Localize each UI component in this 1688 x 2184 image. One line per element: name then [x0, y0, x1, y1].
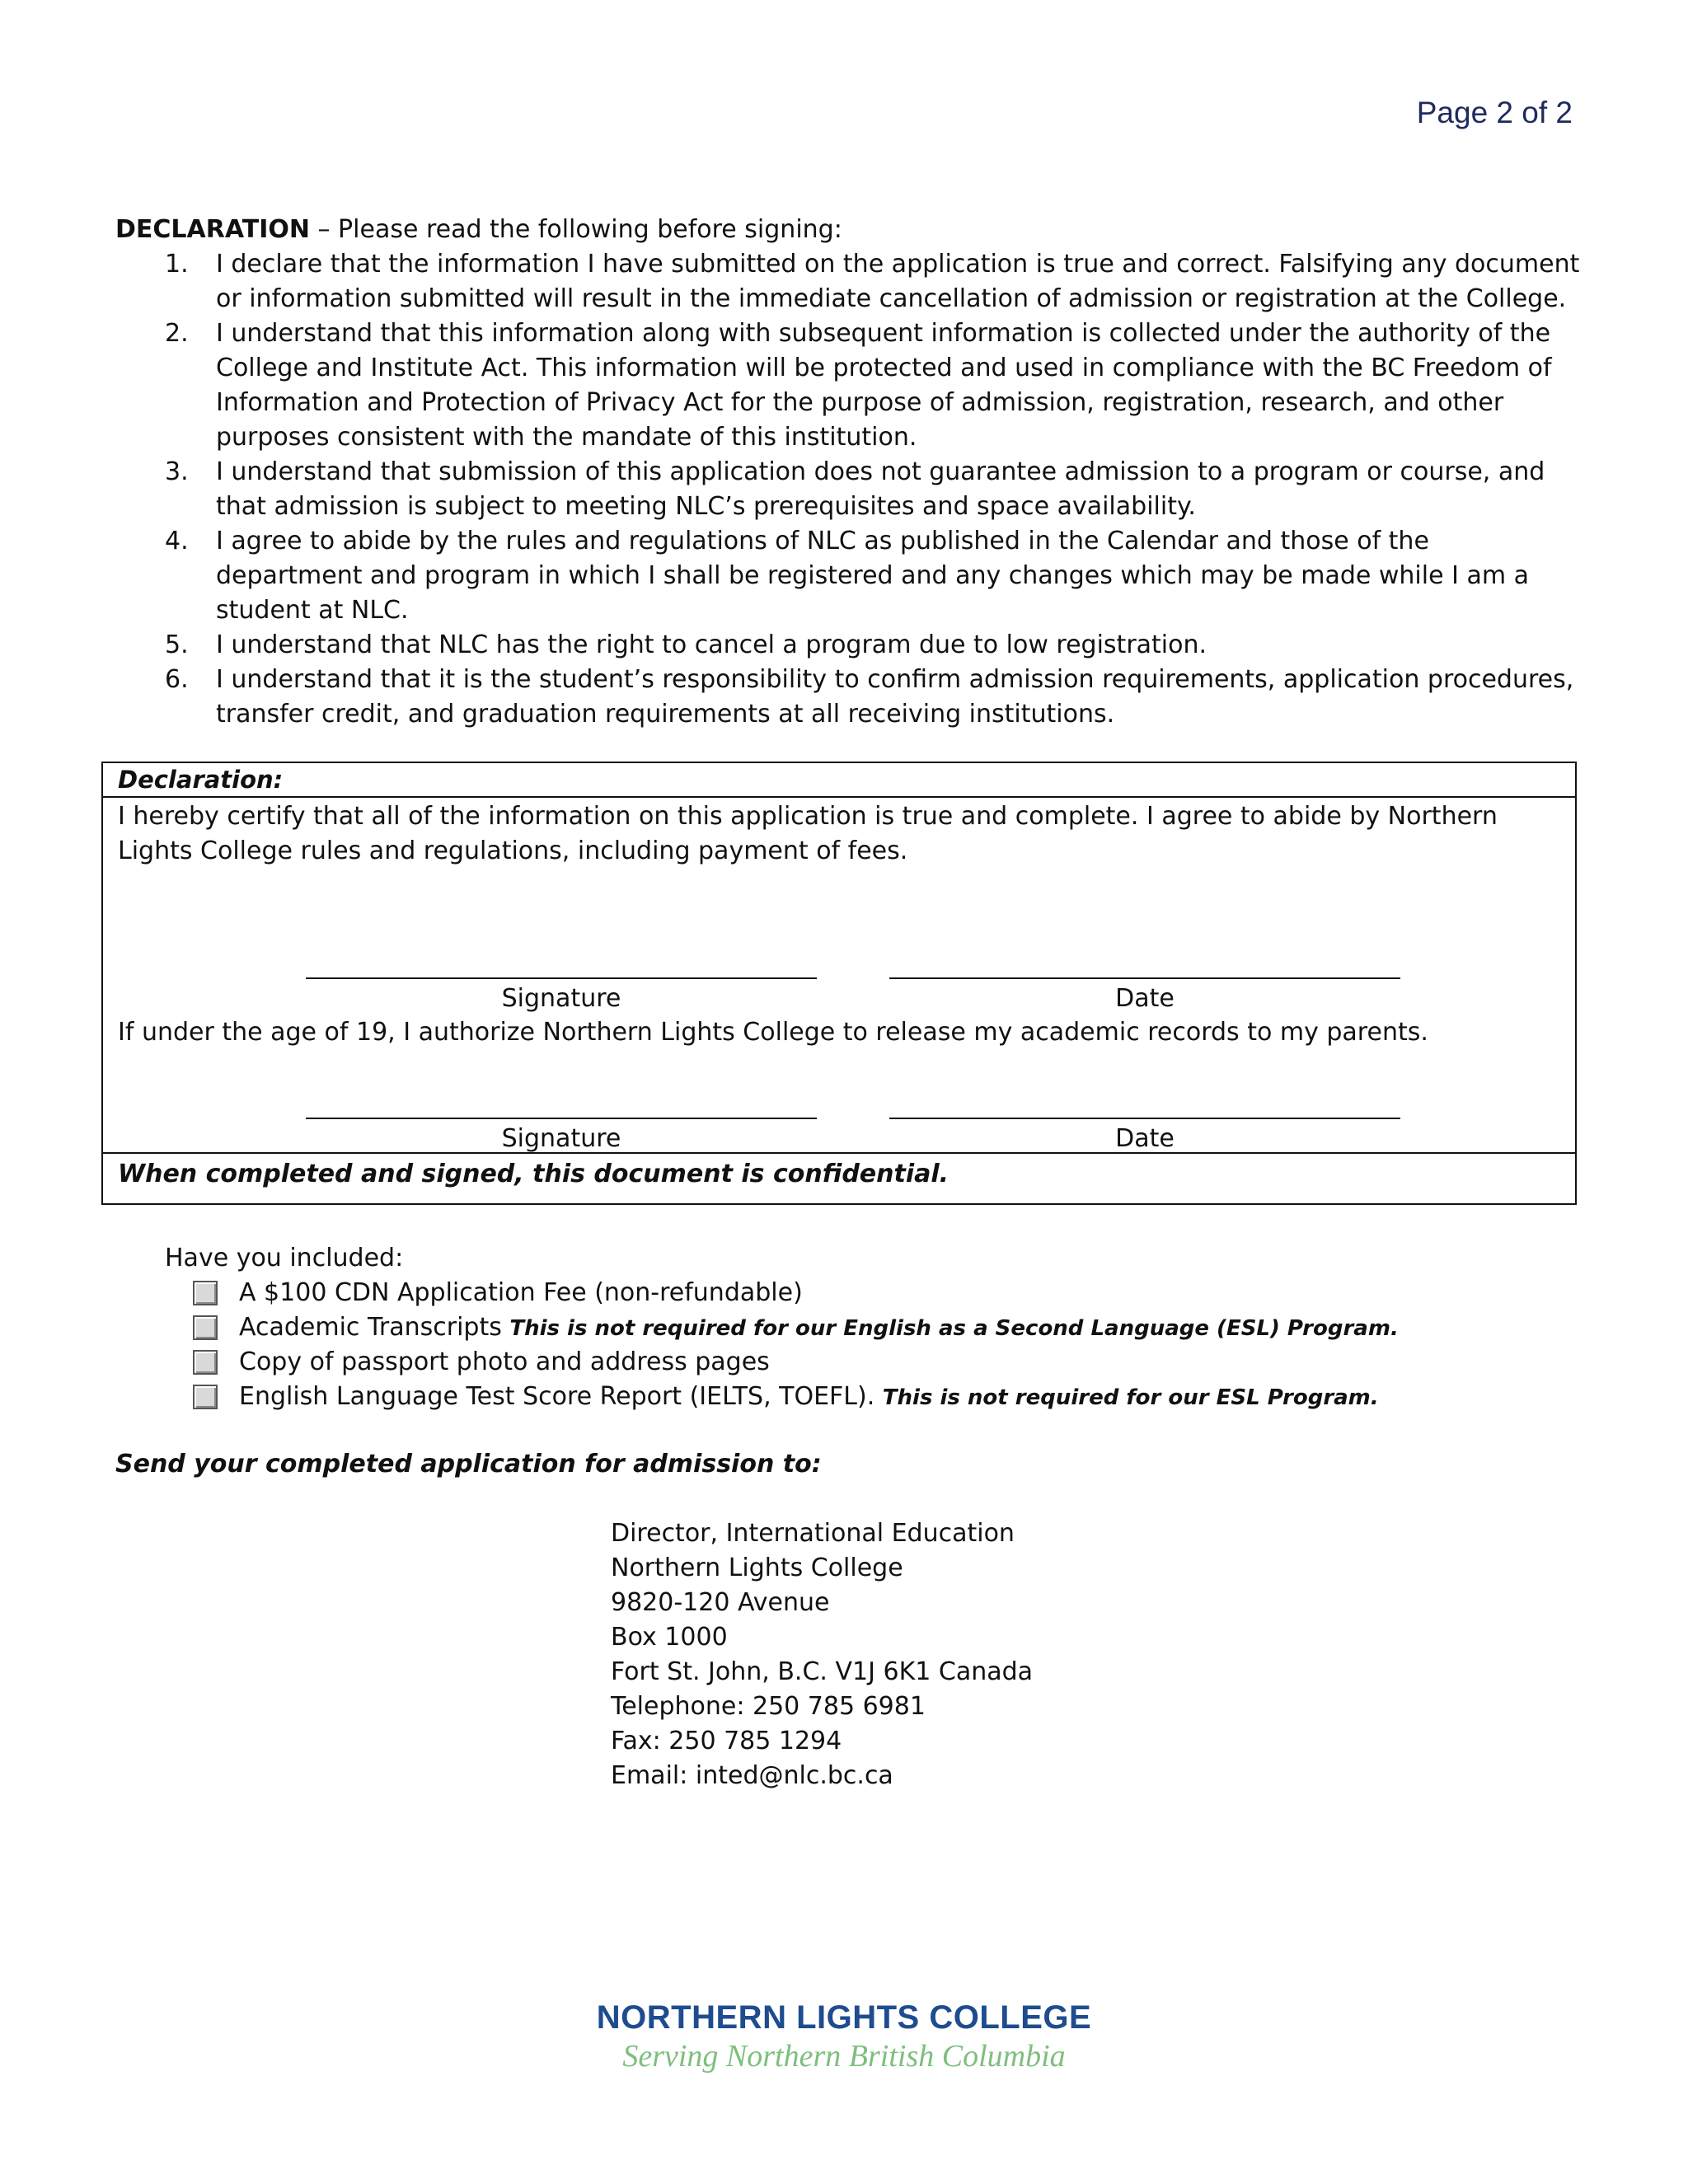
item-number: 1. [165, 250, 189, 279]
checklist-item-transcripts [165, 1310, 1399, 1345]
checklist-item-fee [165, 1276, 1399, 1310]
send-to-heading: Send your completed application for admission to: [115, 1450, 822, 1479]
date-label-2: Date [1115, 1124, 1175, 1153]
item-number: 5. [165, 630, 189, 659]
checkbox-transcripts[interactable] [193, 1315, 218, 1340]
item-number: 2. [165, 319, 189, 348]
mailing-address [611, 1516, 1033, 1793]
item-text: I declare that the information I have submitted on the application is true and correct. Falsifying any document or information submitted will result in the immediate cancellation of admission or registration at the College. [216, 250, 1580, 313]
declaration-box-title: Declaration: [103, 763, 1575, 798]
address-line: Northern Lights College [611, 1554, 903, 1582]
item-text: I understand that it is the student’s responsibility to confirm admission requirements, application procedures, transfer credit, and graduation requirements at all receiving institutions. [216, 665, 1574, 729]
declaration-item [165, 628, 1582, 663]
checkbox-english-test[interactable] [193, 1385, 218, 1409]
item-text: I understand that this information along with subsequent information is collected under the authority of the College and Institute Act. This information will be protected and used in compliance with the BC Freedom of Information and Protection of Privacy Act for the purpose of admission, registration, research, and other purposes consistent with the mandate of this institution. [216, 319, 1552, 452]
signature-label-2: Signature [501, 1124, 621, 1153]
declaration-item [165, 524, 1582, 628]
checklist-label: Academic Transcripts [239, 1313, 510, 1342]
checklist-heading: Have you included: [165, 1244, 404, 1272]
declaration-item [165, 316, 1582, 455]
checklist-item-passport [165, 1345, 1399, 1380]
item-text: I understand that submission of this application does not guarantee admission to a program or course, and that admission is subject to meeting NLC’s prerequisites and space availability. [216, 457, 1545, 521]
item-number: 3. [165, 457, 189, 486]
checklist-label: English Language Test Score Report (IELTS, TOEFL). [239, 1382, 883, 1411]
date-line-2[interactable] [889, 1118, 1400, 1119]
declaration-item [165, 455, 1582, 524]
declaration-item [165, 663, 1582, 732]
address-line: Box 1000 [611, 1623, 728, 1652]
checklist-item-english-test [165, 1380, 1399, 1414]
date-label-1: Date [1115, 984, 1175, 1013]
item-text: I agree to abide by the rules and regulations of NLC as published in the Calendar and those of the department and program in which I shall be registered and any changes which may be made while I am a student at NLC. [216, 527, 1529, 625]
declaration-list [165, 247, 1582, 732]
declaration-item [165, 247, 1582, 316]
checklist-note: This is not required for our English as a Second Language (ESL) Program. [509, 1316, 1399, 1341]
logo-name: NORTHERN LIGHTS COLLEGE [596, 1999, 1092, 2036]
date-line-1[interactable] [889, 977, 1400, 979]
checklist-label: Copy of passport photo and address pages [239, 1347, 770, 1376]
page-number: Page 2 of 2 [1416, 96, 1573, 129]
address-line: Telephone: 250 785 6981 [611, 1692, 926, 1721]
checkbox-fee[interactable] [193, 1281, 218, 1305]
college-logo [0, 1999, 1688, 2074]
signature-label-1: Signature [501, 984, 621, 1013]
declaration-heading: DECLARATION [115, 215, 310, 244]
checklist-label: A $100 CDN Application Fee (non-refundable) [239, 1278, 803, 1307]
confidential-note: When completed and signed, this document is confidential. [103, 1152, 1575, 1203]
logo-tagline: Serving Northern British Columbia [622, 2039, 1066, 2074]
signature-line-2[interactable] [306, 1118, 817, 1119]
certify-text: I hereby certify that all of the information on this application is true and complete. I agree to abide by Northern Lights College rules and regulations, including payment of fees. [118, 802, 1498, 865]
declaration-instruction: – Please read the following before signing: [309, 215, 842, 244]
address-line: Fax: 250 785 1294 [611, 1727, 842, 1755]
signature-line-1[interactable] [306, 977, 817, 979]
declaration-box [101, 762, 1577, 1205]
item-number: 4. [165, 527, 189, 555]
checklist [165, 1241, 1399, 1414]
checklist-note: This is not required for our ESL Program. [882, 1385, 1379, 1410]
item-text: I understand that NLC has the right to cancel a program due to low registration. [216, 630, 1207, 659]
parent-authorization-text: If under the age of 19, I authorize Northern Lights College to release my academic records to my parents. [118, 1018, 1428, 1047]
address-line: Fort St. John, B.C. V1J 6K1 Canada [611, 1657, 1034, 1686]
address-line: 9820-120 Avenue [611, 1588, 830, 1617]
item-number: 6. [165, 665, 189, 694]
address-email: Email: inted@nlc.bc.ca [611, 1761, 893, 1790]
checkbox-passport[interactable] [193, 1350, 218, 1375]
declaration-intro [115, 213, 842, 247]
address-line: Director, International Education [611, 1519, 1015, 1548]
